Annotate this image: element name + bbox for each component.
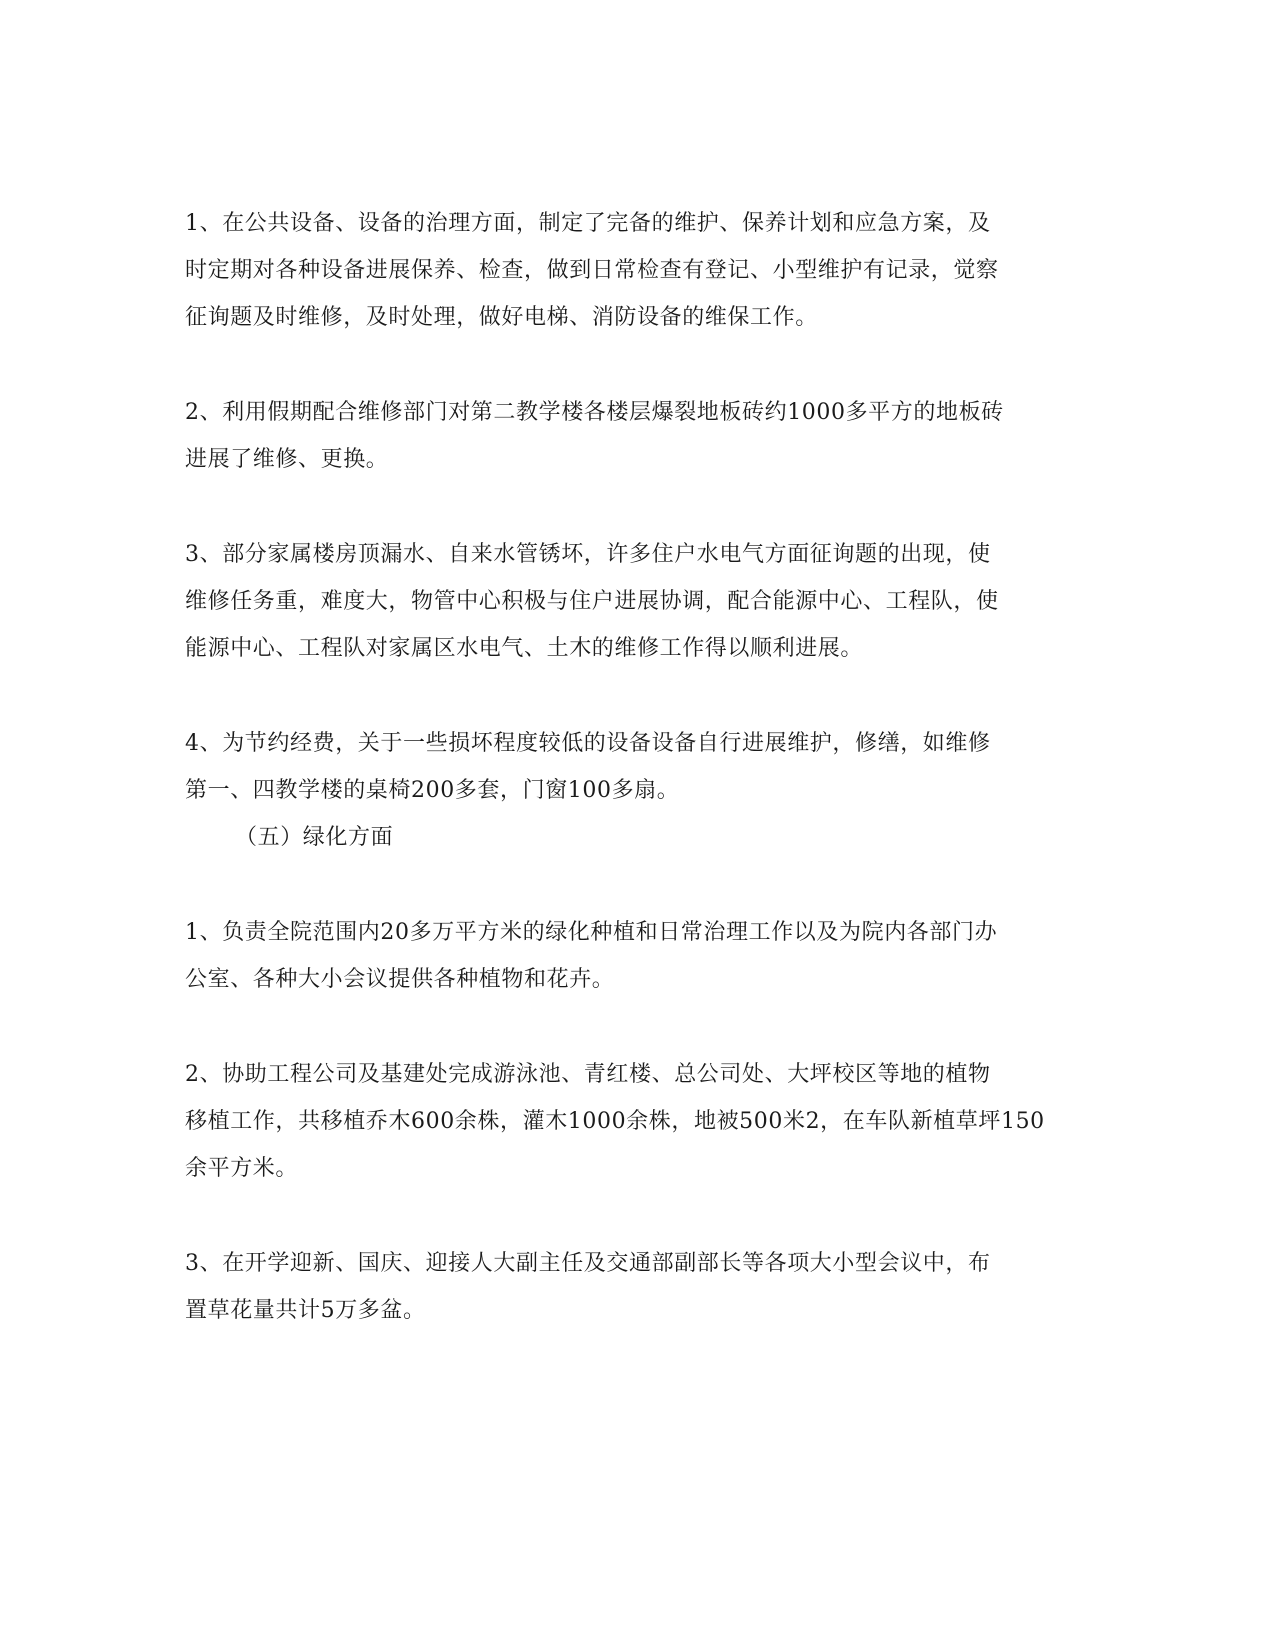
paragraph-greening-3 bbox=[185, 1240, 1085, 1334]
paragraph-gap bbox=[185, 341, 1085, 389]
text-line: 3、部分家属楼房顶漏水、自来水管锈坏，许多住户水电气方面征询题的出现，使 bbox=[185, 542, 991, 567]
text-line: 1、在公共设备、设备的治理方面，制定了完备的维护、保养计划和应急方案，及 bbox=[185, 211, 991, 236]
section-heading-greening: （五）绿化方面 bbox=[235, 825, 394, 850]
text-line: 公室、各种大小会议提供各种植物和花卉。 bbox=[185, 967, 615, 992]
paragraph-gap bbox=[185, 483, 1085, 531]
text-line: 进展了维修、更换。 bbox=[185, 447, 389, 472]
paragraph-maintenance-2 bbox=[185, 389, 1085, 483]
text-line: 时定期对各种设备进展保养、检查，做到日常检查有登记、小型维护有记录，觉察 bbox=[185, 258, 999, 283]
text-line: 2、协助工程公司及基建处完成游泳池、青红楼、总公司处、大坪校区等地的植物 bbox=[185, 1062, 991, 1087]
paragraph-greening-2 bbox=[185, 1051, 1085, 1192]
text-line: 能源中心、工程队对家属区水电气、土木的维修工作得以顺利进展。 bbox=[185, 636, 864, 661]
paragraph-maintenance-4 bbox=[185, 720, 1085, 814]
paragraph-gap bbox=[185, 672, 1085, 720]
text-line: 第一、四教学楼的桌椅200多套，门窗100多扇。 bbox=[185, 778, 680, 803]
text-line: 2、利用假期配合维修部门对第二教学楼各楼层爆裂地板砖约1000多平方的地板砖 bbox=[185, 400, 1004, 425]
text-line: 4、为节约经费，关于一些损坏程度较低的设备设备自行进展维护，修缮，如维修 bbox=[185, 731, 991, 756]
document-body bbox=[185, 200, 1085, 1334]
text-line: 余平方米。 bbox=[185, 1156, 299, 1181]
paragraph-greening-1 bbox=[185, 909, 1085, 1003]
paragraph-gap bbox=[185, 1192, 1085, 1240]
text-line: 置草花量共计5万多盆。 bbox=[185, 1298, 426, 1323]
paragraph-gap bbox=[185, 861, 1085, 909]
text-line: 移植工作，共移植乔木600余株，灌木1000余株，地被500米2，在车队新植草坪150 bbox=[185, 1109, 1045, 1134]
text-line: 3、在开学迎新、国庆、迎接人大副主任及交通部副部长等各项大小型会议中，布 bbox=[185, 1251, 991, 1276]
paragraph-maintenance-3 bbox=[185, 531, 1085, 672]
paragraph-gap bbox=[185, 1003, 1085, 1051]
paragraph-maintenance-1 bbox=[185, 200, 1085, 341]
text-line: 1、负责全院范围内20多万平方米的绿化种植和日常治理工作以及为院内各部门办 bbox=[185, 920, 998, 945]
text-line: 征询题及时维修，及时处理，做好电梯、消防设备的维保工作。 bbox=[185, 305, 818, 330]
text-line: 维修任务重，难度大，物管中心积极与住户进展协调，配合能源中心、工程队，使 bbox=[185, 589, 999, 614]
